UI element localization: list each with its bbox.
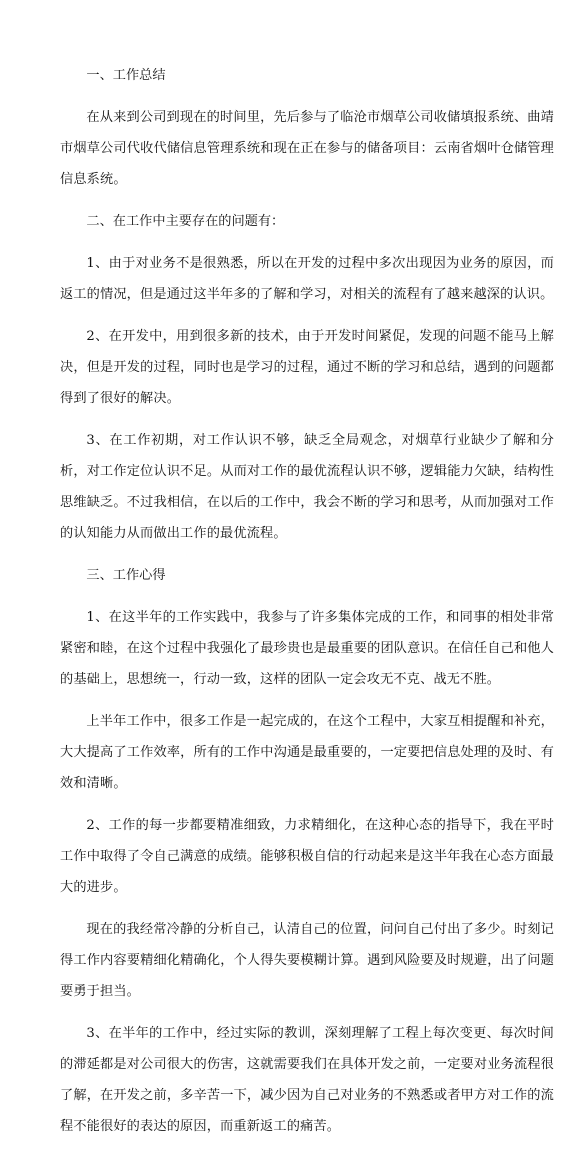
paragraph-problem-3: 3、在工作初期，对工作认识不够，缺乏全局观念，对烟草行业缺少了解和分析，对工作定位认识不足。从而对工作的最优流程认识不够，逻辑能力欠缺，结构性思维缺乏。不过我相信，在以后的工作中，我会不断的学习和思考，从而加强对工作的认知能力从而做出工作的最优流程。 <box>60 433 554 541</box>
document-body <box>60 60 554 1153</box>
paragraph-insight-1: 1、在这半年的工作实践中，我参与了许多集体完成的工作，和同事的相处非常紧密和睦，在这个过程中我强化了最珍贵也是最重要的团队意识。在信任自己和他人的基础上，思想统一，行动一致，这样的团队一定会攻无不克、战无不胜。 <box>60 610 554 687</box>
paragraph-insight-1b: 上半年工作中，很多工作是一起完成的，在这个工程中，大家互相提醒和补充，大大提高了工作效率，所有的工作中沟通是最重要的，一定要把信息处理的及时、有效和清晰。 <box>60 714 554 791</box>
paragraph-insight-2b: 现在的我经常冷静的分析自己，认清自己的位置，问问自己付出了多少。时刻记得工作内容要精细化精确化，个人得失要模糊计算。遇到风险要及时规避，出了问题要勇于担当。 <box>60 922 554 999</box>
paragraph-problem-2: 2、在开发中，用到很多新的技术，由于开发时间紧促，发现的问题不能马上解决，但是开发的过程，同时也是学习的过程，通过不断的学习和总结，遇到的问题都得到了很好的解决。 <box>60 329 554 406</box>
section-heading-problems: 二、在工作中主要存在的问题有： <box>86 214 285 229</box>
paragraph-problem-1: 1、由于对业务不是很熟悉，所以在开发的过程中多次出现因为业务的原因，而返工的情况，但是通过这半年多的了解和学习，对相关的流程有了越来越深的认识。 <box>60 256 554 302</box>
paragraph-projects: 在从来到公司到现在的时间里，先后参与了临沧市烟草公司收储填报系统、曲靖市烟草公司代收代储信息管理系统和现在正在参与的储备项目：云南省烟叶仓储管理信息系统。 <box>60 110 554 187</box>
paragraph-insight-3: 3、在半年的工作中，经过实际的教训，深刻理解了工程上每次变更、每次时间的滞延都是对公司很大的伤害，这就需要我们在具体开发之前，一定要对业务流程很了解，在开发之前，多辛苦一下，减少因为自己对业务的不熟悉或者甲方对工作的流程不能很好的表达的原因，而重新返工的痛苦。 <box>60 1026 554 1134</box>
section-heading-insights: 三、工作心得 <box>86 568 166 583</box>
paragraph-insight-2: 2、工作的每一步都要精准细致，力求精细化，在这种心态的指导下，我在平时工作中取得了令自己满意的成绩。能够积极自信的行动起来是这半年我在心态方面最大的进步。 <box>60 818 554 895</box>
section-heading-work-summary: 一、工作总结 <box>86 68 166 83</box>
